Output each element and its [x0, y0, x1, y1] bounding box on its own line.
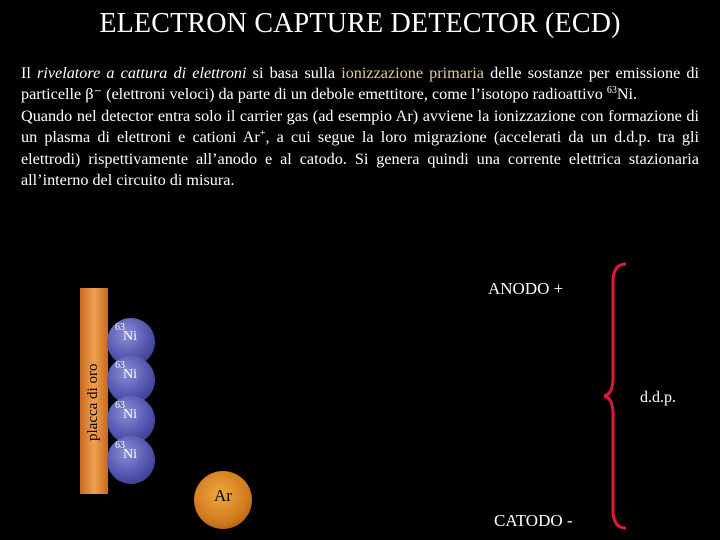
brace-icon — [604, 260, 644, 535]
isotope-mass: 63 — [606, 85, 617, 97]
charge-superscript: + — [259, 128, 266, 140]
atom-mass: 63 — [115, 440, 125, 451]
argon-atom: Ar — [194, 471, 252, 529]
cathode-label: CATODO - — [494, 511, 573, 530]
anode-label: ANODO + — [488, 279, 564, 298]
highlighted-term: ionizzazione primaria — [341, 64, 484, 82]
text-segment: Il — [21, 64, 38, 82]
italic-term: rivelatore a cattura di elettroni — [37, 64, 247, 82]
text-segment: si basa sulla — [246, 64, 342, 82]
nickel-atom — [107, 436, 155, 484]
text-segment: Ni. — [616, 85, 638, 104]
gold-plate-label: placca di oro — [85, 363, 101, 441]
slide-title: ELECTRON CAPTURE DETECTOR (ECD) — [99, 8, 621, 39]
text-segment: Quando nel detector entra solo il carrier gas (ad esempio Ar) avviene la ionizzazione con formazione di un plasma di elettroni e cationi Ar — [21, 106, 699, 147]
atom-mass: 63 — [115, 322, 125, 333]
text-segment: , a cui segue la loro migrazione (accelerati da un d.d.p. tra gli elettrodi) rispettivamente all’anodo e al catodo. Si genera quindi una corrente elettrica stazionaria all’interno del circuito di misura. — [21, 128, 699, 190]
atom-symbol: Ni — [123, 329, 137, 344]
atom-symbol: Ni — [123, 407, 137, 422]
atom-mass: 63 — [115, 360, 125, 371]
text-segment: delle sostanze per emissione di particelle β⁻ (elettroni veloci) da parte di un debole emettitore, come l’isotopo radioattivo — [21, 64, 699, 104]
description-paragraph — [21, 63, 699, 191]
atom-mass: 63 — [115, 400, 125, 411]
atom-symbol: Ni — [123, 367, 137, 382]
potential-label: d.d.p. — [640, 389, 676, 406]
atom-symbol: Ni — [123, 447, 137, 462]
